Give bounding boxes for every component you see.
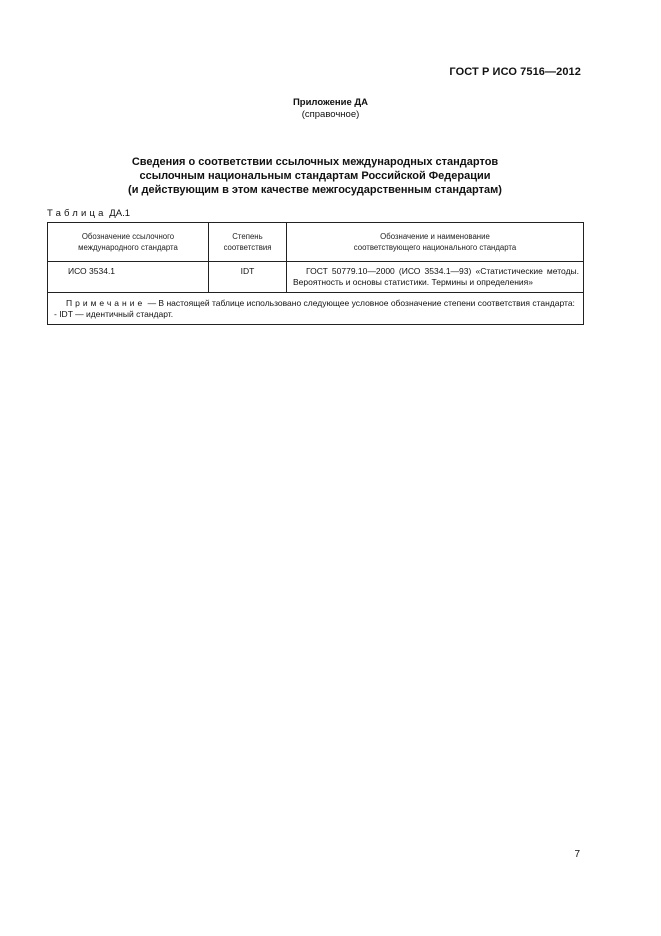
header-col1-line1: Обозначение ссылочного [81,232,175,241]
heading-line-3: (и действующим в этом качестве межгосударственным стандартам) [128,184,502,196]
table-note [48,293,584,325]
cell-national-standard: ГОСТ 50779.10—2000 (ИСО 3534.1—93) «Статистические методы. Вероятность и основы статистики. Термины и определения» [287,262,584,293]
header-col2-line2: соответствия [223,243,272,252]
header-col3-line1: Обозначение и наименование [380,232,490,241]
cell-international-standard: ИСО 3534.1 [48,262,209,293]
table-caption [47,208,130,219]
cell-degree: IDT [209,262,287,293]
note-item: - IDT — идентичный стандарт. [54,309,174,319]
correspondence-table [47,222,584,325]
note-body: — В настоящей таблице использовано следующее условное обозначение степени соответствия стандарта: [145,298,575,308]
header-col2-line1: Степень [232,232,263,241]
heading-line-2: ссылочным национальным стандартам Российской Федерации [139,170,491,182]
header-international-standard [48,223,209,262]
table-note-row [48,293,584,325]
appendix-block [0,97,661,121]
page-number: 7 [574,849,580,860]
table-caption-word: Таблица [47,208,107,219]
section-heading [0,155,630,197]
table-header-row [48,223,584,262]
heading-line-1: Сведения о соответствии ссылочных международных стандартов [131,156,499,168]
header-col1-line2: международного стандарта [78,243,178,252]
header-degree [209,223,287,262]
appendix-subtitle: (справочное) [301,109,360,120]
document-code: ГОСТ Р ИСО 7516—2012 [449,66,581,78]
header-col3-line2: соответствующего национального стандарта [353,243,517,252]
note-text [52,298,579,309]
note-label: Примечание [66,298,146,308]
table-row [48,262,584,293]
table-caption-number: ДА.1 [109,208,130,219]
appendix-title: Приложение ДА [292,97,369,108]
header-national-standard [287,223,584,262]
